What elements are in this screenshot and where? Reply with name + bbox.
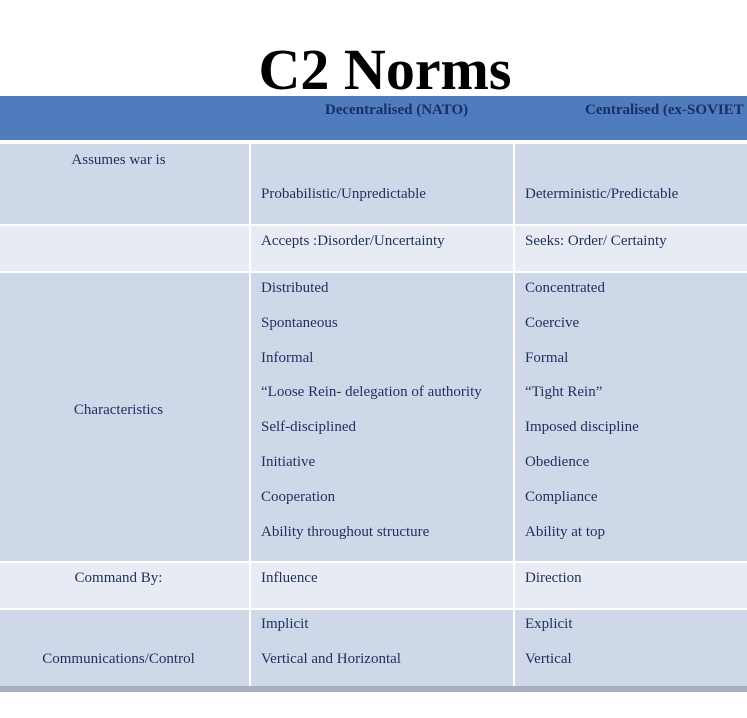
nato-cell [251, 144, 513, 224]
row-label-text: Communications/Control [42, 651, 195, 667]
soviet-value: “Tight Rein” [525, 384, 603, 400]
nato-value: Informal [261, 350, 314, 366]
soviet-value: Deterministic/Predictable [525, 186, 679, 202]
header-centralised: Centralised (ex-SOVIET [585, 102, 744, 118]
table-row-assumes-war [0, 144, 747, 224]
soviet-value: Concentrated [525, 280, 605, 296]
nato-value: Cooperation [261, 489, 336, 505]
page-title: C2 Norms [258, 37, 512, 102]
nato-cell [251, 563, 513, 608]
soviet-cell [515, 144, 747, 224]
row-label-text: Assumes war is [71, 152, 166, 168]
table-header [0, 96, 747, 140]
soviet-value: Imposed discipline [525, 419, 639, 435]
nato-value: Implicit [261, 616, 309, 632]
soviet-value: Coercive [525, 315, 580, 331]
soviet-cell [515, 226, 747, 271]
nato-cell [251, 610, 513, 686]
row-label-text: Command By: [74, 570, 163, 586]
header-decentralised: Decentralised (NATO) [325, 102, 469, 118]
soviet-cell [515, 273, 747, 561]
table-row-communications [0, 610, 747, 686]
table-row-command-by [0, 563, 747, 608]
soviet-value: Vertical [525, 651, 572, 667]
nato-value: “Loose Rein- delegation of authority [261, 384, 482, 400]
row-label-text: Characteristics [73, 402, 164, 418]
row-label [0, 144, 249, 224]
nato-value: Accepts :Disorder/Uncertainty [261, 233, 445, 249]
soviet-value: Ability at top [525, 524, 605, 540]
soviet-value: Obedience [525, 454, 590, 470]
row-label [0, 563, 249, 608]
table-row-characteristics [0, 273, 747, 561]
nato-value: Ability throughout structure [261, 524, 430, 540]
row-label [0, 273, 249, 561]
soviet-value: Direction [525, 570, 582, 586]
nato-value: Self-disciplined [261, 419, 356, 435]
soviet-value: Formal [525, 350, 569, 366]
table-bottom-border [0, 686, 747, 692]
nato-cell [251, 273, 513, 561]
soviet-cell [515, 563, 747, 608]
nato-value: Vertical and Horizontal [261, 651, 401, 667]
soviet-cell [515, 610, 747, 686]
nato-value: Initiative [261, 454, 316, 470]
soviet-value: Seeks: Order/ Certainty [525, 233, 667, 249]
row-label [0, 226, 249, 271]
nato-cell [251, 226, 513, 271]
soviet-value: Compliance [525, 489, 598, 505]
nato-value: Probabilistic/Unpredictable [261, 186, 426, 202]
nato-value: Spontaneous [261, 315, 338, 331]
nato-value: Influence [261, 570, 318, 586]
nato-value: Distributed [261, 280, 329, 296]
row-label [0, 610, 249, 686]
soviet-value: Explicit [525, 616, 573, 632]
table-row-disorder [0, 226, 747, 271]
